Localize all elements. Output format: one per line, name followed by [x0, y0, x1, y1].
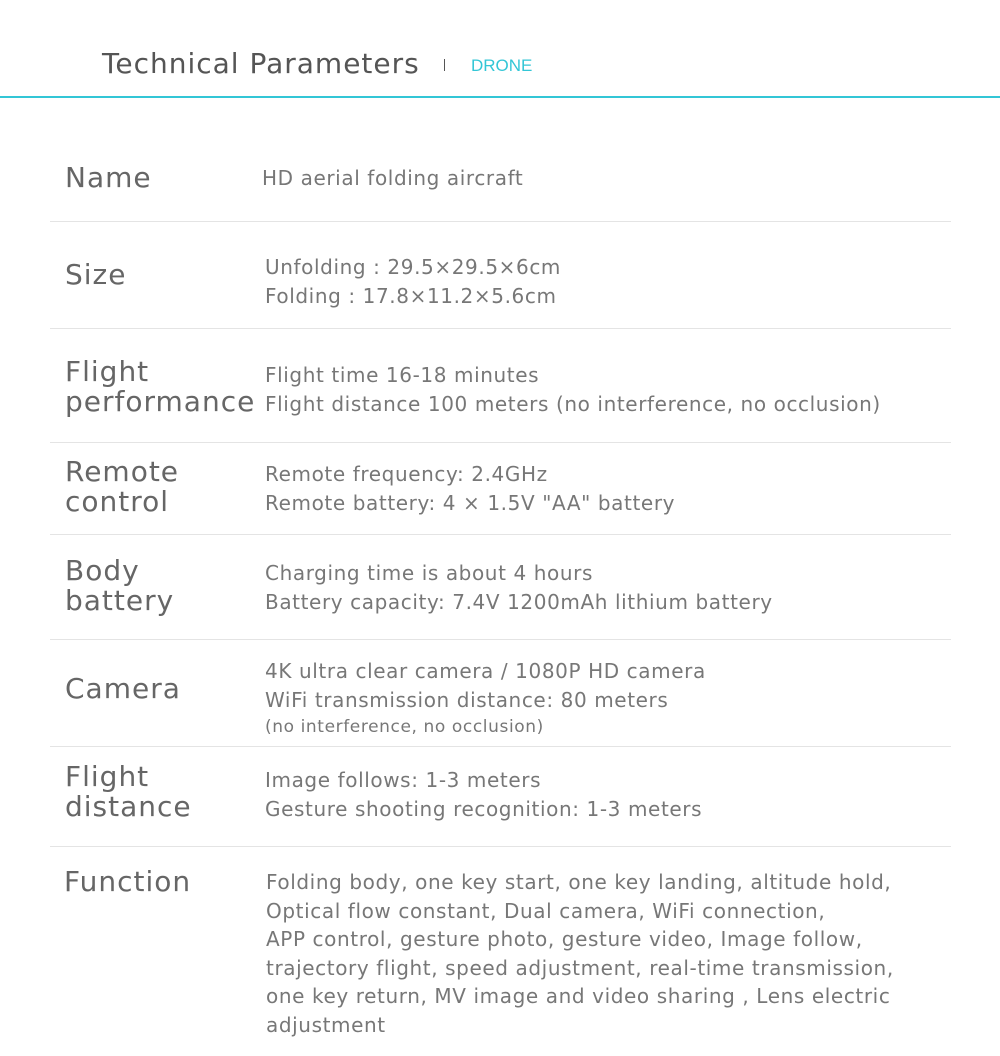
- spec-value: [265, 657, 706, 740]
- spec-value-line: 4K ultra clear camera / 1080P HD camera: [265, 659, 706, 683]
- spec-value-note: (no interference, no occlusion): [265, 717, 544, 737]
- spec-label-line: Size: [65, 258, 127, 291]
- spec-label-line: distance: [65, 790, 192, 823]
- spec-value: [265, 559, 773, 616]
- page-subtitle: DRONE: [471, 56, 533, 75]
- spec-label-line: control: [65, 485, 170, 518]
- spec-label: [65, 357, 265, 417]
- spec-value-line: Unfolding : 29.5×29.5×6cm: [265, 255, 562, 279]
- spec-label: [65, 163, 265, 193]
- spec-row-name: [50, 133, 951, 222]
- spec-label: [65, 260, 265, 290]
- spec-value-line: Flight distance 100 meters (no interference, no occlusion): [265, 391, 881, 416]
- spec-label-line: Remote: [65, 455, 180, 488]
- spec-value-line: HD aerial folding aircraft: [262, 166, 524, 190]
- spec-label: [65, 762, 265, 822]
- spec-value-line: Folding : 17.8×11.2×5.6cm: [265, 283, 557, 308]
- spec-label-line: Name: [65, 161, 152, 194]
- spec-row-flight-distance: [50, 747, 951, 847]
- spec-value-line: Remote frequency: 2.4GHz: [265, 462, 548, 486]
- spec-value-line: Gesture shooting recognition: 1-3 meters: [265, 796, 703, 821]
- spec-label-line: performance: [65, 385, 256, 418]
- spec-label-line: Flight: [65, 355, 150, 388]
- spec-value: [265, 460, 675, 517]
- spec-label-line: Function: [64, 865, 192, 898]
- spec-value-line: Remote battery: 4 × 1.5V "AA" battery: [265, 490, 676, 515]
- spec-label: [65, 457, 265, 517]
- spec-label-line: Flight: [65, 760, 150, 793]
- spec-label-line: Body: [65, 554, 140, 587]
- page-header: [0, 0, 1000, 98]
- spec-value: [262, 164, 523, 193]
- spec-row-flight-performance: [50, 329, 951, 443]
- spec-value-line: trajectory flight, speed adjustment, real-time transmission,: [266, 955, 894, 980]
- spec-value-line: WiFi transmission distance: 80 meters: [265, 687, 669, 712]
- spec-row-function: [50, 847, 951, 1047]
- spec-value-line: APP control, gesture photo, gesture video, Image follow,: [266, 927, 863, 951]
- spec-value: [265, 361, 881, 418]
- spec-value-line: Image follows: 1-3 meters: [265, 768, 542, 792]
- spec-value-line: Optical flow constant, Dual camera, WiFi connection,: [266, 898, 826, 923]
- spec-label: [65, 556, 265, 616]
- title-separator: [444, 59, 445, 71]
- spec-value-line: Battery capacity: 7.4V 1200mAh lithium battery: [265, 589, 773, 614]
- spec-value-line: Folding body, one key start, one key landing, altitude hold,: [266, 870, 892, 894]
- spec-label: [65, 674, 265, 704]
- spec-value: [265, 253, 561, 310]
- spec-label-line: Camera: [65, 672, 181, 705]
- spec-value-line: Flight time 16-18 minutes: [265, 363, 540, 387]
- spec-row-body-battery: [50, 535, 951, 640]
- spec-row-size: [50, 222, 951, 329]
- spec-value-line: one key return, MV image and video sharing , Lens electric: [266, 984, 891, 1008]
- spec-value-line: adjustment: [266, 1012, 386, 1037]
- spec-row-remote-control: [50, 443, 951, 535]
- spec-value: [265, 766, 702, 823]
- spec-value-line: Charging time is about 4 hours: [265, 561, 593, 585]
- spec-row-camera: [50, 640, 951, 747]
- spec-label: [64, 867, 264, 897]
- spec-label-line: battery: [65, 584, 175, 617]
- spec-value: [266, 868, 894, 1039]
- page-title: Technical Parameters: [102, 47, 420, 80]
